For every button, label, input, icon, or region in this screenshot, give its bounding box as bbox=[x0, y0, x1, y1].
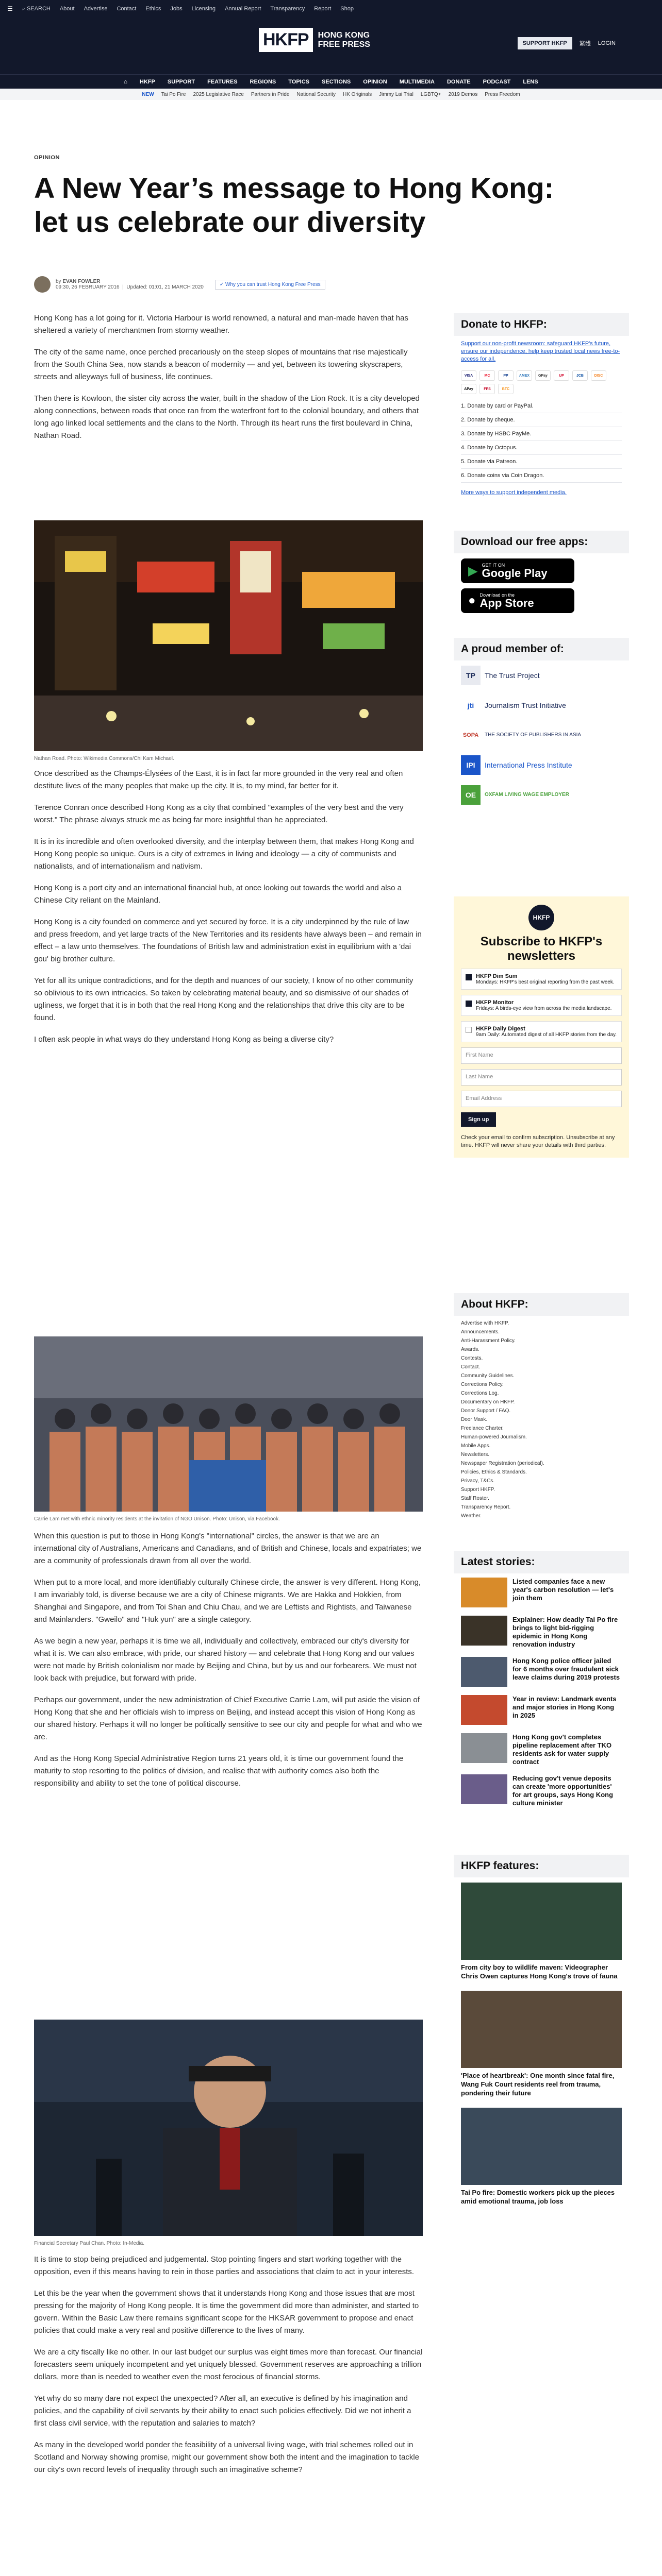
top-link-about[interactable]: About bbox=[59, 6, 75, 12]
about-link[interactable]: Announcements. bbox=[461, 1329, 500, 1335]
google-pay-icon: GPay bbox=[535, 370, 551, 381]
apps-widget bbox=[454, 531, 629, 618]
google-play-icon: ▶ bbox=[468, 564, 478, 578]
top-link-annual-report[interactable]: Annual Report bbox=[225, 6, 261, 12]
latest-title: Latest stories: bbox=[454, 1551, 629, 1573]
newsletter-widget bbox=[454, 896, 629, 1158]
donate-option[interactable]: 1. Donate by card or PayPal. bbox=[461, 399, 622, 413]
trending-bar bbox=[0, 89, 662, 100]
donate-option[interactable]: 2. Donate by cheque. bbox=[461, 413, 622, 427]
paragraph: We are a city fiscally like no other. In our last budget our surplus was eight times more than forecast. Our financial forecasters seem uniquely incompetent and yet uniquely blessed. Government reserves are approaching a trillion dollars, more than is needed to weather even the most ferocious of financial storms. bbox=[34, 2348, 423, 2381]
section-kicker[interactable]: OPINION bbox=[34, 155, 60, 161]
top-utility-bar bbox=[0, 0, 662, 18]
newsletter-option[interactable]: HKFP Monitor Fridays: A birds-eye view from across the media landscape. bbox=[461, 995, 622, 1016]
nav-item-topics[interactable]: TOPICS bbox=[288, 78, 310, 85]
feature-image bbox=[461, 1883, 622, 1960]
about-link[interactable]: Documentary on HKFP. bbox=[461, 1399, 515, 1405]
updated-date: Updated: 01:01, 21 MARCH 2020 bbox=[126, 284, 204, 290]
caption: Financial Secretary Paul Chan. Photo: In-Media. bbox=[34, 2241, 144, 2246]
nav-item-sections[interactable]: SECTIONS bbox=[322, 78, 351, 85]
about-title: About HKFP: bbox=[454, 1293, 629, 1316]
article-body-part-2 bbox=[34, 768, 423, 1055]
top-link-shop[interactable]: Shop bbox=[340, 6, 354, 12]
story-thumbnail bbox=[461, 1774, 507, 1804]
nav-item-opinion[interactable]: OPINION bbox=[363, 78, 387, 85]
about-link[interactable]: Advertise with HKFP. bbox=[461, 1320, 509, 1326]
about-link[interactable]: Donor Support / FAQ. bbox=[461, 1408, 511, 1414]
new-label: NEW bbox=[142, 91, 154, 97]
apple-pay-icon: APay bbox=[461, 384, 476, 394]
story-thumbnail bbox=[461, 1578, 507, 1607]
publish-date: 09:30, 26 FEBRUARY 2016 bbox=[56, 284, 120, 290]
about-link[interactable]: Policies, Ethics & Standards. bbox=[461, 1469, 527, 1475]
donate-option[interactable]: 6. Donate coins via Coin Dragon. bbox=[461, 469, 622, 483]
about-link[interactable]: Community Guidelines. bbox=[461, 1373, 515, 1379]
article-headline: A New Year’s message to Hong Kong: let us celebrate our diversity bbox=[34, 172, 554, 238]
trust-link[interactable]: ✓ Why you can trust Hong Kong Free Press bbox=[215, 280, 325, 290]
latest-story[interactable]: Listed companies face a new year's carbon resolution — let's join them bbox=[454, 1573, 629, 1612]
story-thumbnail bbox=[461, 1733, 507, 1763]
nav-item-multimedia[interactable]: MULTIMEDIA bbox=[399, 78, 435, 85]
jti-logo: jti bbox=[467, 701, 474, 709]
group-photo[interactable] bbox=[34, 1336, 423, 1512]
figure-carrie-lam bbox=[34, 1336, 423, 1522]
paragraph: Yet why do so many dare not expect the unexpected? After all, an executive is defined by his imagination and policies, and the capability of civil servants by their ability to enact such policies effectively. Did we not inherit a first class civil service, with the reputation and salaries to match? bbox=[34, 2394, 411, 2428]
about-link[interactable]: Staff Roster. bbox=[461, 1496, 489, 1501]
latest-story[interactable]: Explainer: How deadly Tai Po fire brings to light bid-rigging epidemic in Hong Kong renovation industry bbox=[454, 1612, 629, 1653]
nav-item-support[interactable]: SUPPORT bbox=[167, 78, 195, 85]
about-link[interactable]: Corrections Log. bbox=[461, 1391, 499, 1396]
paragraph: Perhaps our government, under the new administration of Chief Executive Carrie Lam, will put aside the vision of Hong Kong that she and her officials wish to impress on Beijing, and instead accept this vision of Hong Kong as our shared history. Perhaps it will no longer be politically sensitive to see our city and people for what and who we are. bbox=[34, 1696, 422, 1741]
feature-story[interactable]: From city boy to wildlife maven: Videographer Chris Owen captures Hong Kong's trove of fauna bbox=[454, 1877, 629, 1986]
trending-link[interactable]: Press Freedom bbox=[485, 91, 520, 97]
features-widget bbox=[454, 1855, 629, 2211]
top-link-advertise[interactable]: Advertise bbox=[84, 6, 108, 12]
visa-icon: VISA bbox=[461, 370, 476, 381]
newsletter-option[interactable]: HKFP Daily Digest 9am Daily: Automated digest of all HKFP stories from the day. bbox=[461, 1021, 622, 1042]
figure-paul-chan bbox=[34, 2020, 423, 2246]
feature-story[interactable]: 'Place of heartbreak': One month since fatal fire, Wang Fuk Court residents reel from trauma, pondering their future bbox=[454, 1986, 629, 2103]
top-link-report[interactable]: Report bbox=[314, 6, 332, 12]
feature-image bbox=[461, 1991, 622, 2068]
main-nav bbox=[0, 74, 662, 89]
about-link[interactable]: Support HKFP. bbox=[461, 1487, 495, 1493]
paragraph: As we begin a new year, perhaps it is time we all, individually and collectively, embraced our city's diversity for what it is. We can also embrace, with pride, our shared history — and celebrate that Hong Kong and our values were not made by British colonialism nor made by Beijing and China, but by us and our forbearers. We must not look back with prejudice, but forward with pride. bbox=[34, 1637, 417, 1683]
jcb-icon: JCB bbox=[572, 370, 588, 381]
checkbox[interactable] bbox=[466, 974, 472, 980]
paragraph: Once described as the Champs-Élysées of the East, it is in fact far more grounded in the very real and often destitute lives of the many peoples that make up the city. It is, to my mind, far better for it. bbox=[34, 769, 403, 790]
about-link[interactable]: Corrections Policy. bbox=[461, 1382, 504, 1387]
google-play-button[interactable]: ▶ GET IT ON Google Play bbox=[461, 558, 574, 583]
feature-image bbox=[461, 2108, 622, 2185]
about-link[interactable]: Mobile Apps. bbox=[461, 1443, 491, 1449]
support-hkfp-button[interactable]: SUPPORT HKFP bbox=[518, 37, 572, 49]
login-link[interactable]: LOGIN bbox=[598, 40, 616, 46]
donate-intro-link[interactable]: Support our non-profit newsroom: safeguard HKFP's future, ensure our independence, help keep trusted local news free-to-access for all. bbox=[461, 341, 620, 362]
top-link-jobs[interactable]: Jobs bbox=[170, 6, 183, 12]
paragraph: Then there is Kowloon, the sister city across the water, built in the shadow of the Lion Rock. It is a city developed along connections, between roads that once ran from the waterfront fort to the colonial boundary, and others that long ago linked local settlements and the clans to the North. Through its heart runs the first boulevard in China, Nathan Road. bbox=[34, 394, 420, 440]
caption: Nathan Road. Photo: Wikimedia Commons/Chi Kam Michael. bbox=[34, 756, 174, 761]
story-thumbnail bbox=[461, 1695, 507, 1725]
donate-option[interactable]: 3. Donate by HSBC PayMe. bbox=[461, 427, 622, 441]
unionpay-icon: UP bbox=[554, 370, 569, 381]
paragraph: And as the Hong Kong Special Administrative Region turns 21 years old, it is time our government found the maturity to stop resorting to the politics of division, and realise that with authority comes also both the responsibility and ability to set the tone of political discourse. bbox=[34, 1754, 404, 1788]
paragraph: Hong Kong has a lot going for it. Victoria Harbour is world renowned, a natural and man-made haven that has sheltered a variety of merchantmen from stormy weather. bbox=[34, 314, 408, 335]
paragraph: As many in the developed world ponder the feasibility of a universal living wage, with trial schemes rolled out in Scotland and Norway showing promise, might our government show both the intent and the imagination to tackle our city's own record levels of inequality through such an imaginative scheme? bbox=[34, 2441, 420, 2474]
byline: by EVAN FOWLER 09:30, 26 FEBRUARY 2016 | Updated: 01:01, 21 MARCH 2020 ✓ Why you can trust Hong Kong Free Press bbox=[34, 276, 325, 293]
nav-home-icon[interactable]: ⌂ bbox=[124, 78, 127, 85]
about-link[interactable]: Human-powered Journalism. bbox=[461, 1434, 527, 1440]
author-link[interactable]: EVAN FOWLER bbox=[62, 279, 101, 284]
paragraph: It is time to stop being prejudiced and judgemental. Stop pointing fingers and start working together with the opposition, even if this means having to rein in those parties and associations that claim to act in your interests. bbox=[34, 2255, 415, 2276]
paragraph: Hong Kong is a port city and an international financial hub, at once looking out towards the world and also a Chinese City reliant on the Mainland. bbox=[34, 884, 402, 905]
member-sopa[interactable]: SOPA THE SOCIETY OF PUBLISHERS IN ASIA bbox=[454, 720, 629, 750]
paul-chan-photo[interactable] bbox=[34, 2020, 423, 2236]
nathan-road-photo[interactable] bbox=[34, 520, 423, 751]
last-name-input[interactable]: Last Name bbox=[461, 1069, 622, 1086]
trending-link[interactable]: Tai Po Fire bbox=[161, 91, 186, 97]
about-link[interactable]: Weather. bbox=[461, 1513, 482, 1519]
nav-item-features[interactable]: FEATURES bbox=[207, 78, 238, 85]
search-icon: ⌕ bbox=[22, 5, 27, 12]
email-input[interactable]: Email Address bbox=[461, 1091, 622, 1107]
donate-option[interactable]: 4. Donate by Octopus. bbox=[461, 441, 622, 455]
trending-link[interactable]: LGBTQ+ bbox=[420, 91, 441, 97]
oxfam-logo: OE bbox=[461, 785, 481, 805]
hkfp-badge: HKFP bbox=[528, 905, 554, 930]
language-link[interactable]: 繁體 bbox=[579, 41, 591, 47]
donate-options bbox=[454, 397, 629, 485]
about-link[interactable]: Transparency Report. bbox=[461, 1504, 511, 1510]
paragraph: I often ask people in what ways do they understand Hong Kong as being a diverse city? bbox=[34, 1035, 334, 1044]
apple-icon: ● bbox=[468, 594, 476, 607]
article-body-part-1 bbox=[34, 312, 423, 451]
bitcoin-icon: BTC bbox=[498, 384, 514, 394]
latest-story[interactable]: Reducing gov't venue deposits can create 'more opportunities' for art groups, says Hong Kong culture minister bbox=[454, 1770, 629, 1811]
trending-link[interactable]: Jimmy Lai Trial bbox=[379, 91, 413, 97]
member-trust-project[interactable]: TP The Trust Project bbox=[454, 660, 629, 690]
about-link[interactable]: Anti-Harassment Policy. bbox=[461, 1338, 516, 1344]
first-name-input[interactable]: First Name bbox=[461, 1047, 622, 1064]
more-ways-link[interactable]: More ways to support independent media. bbox=[461, 489, 567, 496]
apps-title: Download our free apps: bbox=[454, 531, 629, 553]
sopa-logo: SOPA bbox=[462, 732, 479, 738]
payment-methods bbox=[454, 367, 629, 397]
top-link-licensing[interactable]: Licensing bbox=[191, 6, 216, 12]
caption: Carrie Lam met with ethnic minority residents at the invitation of NGO Unison. Photo: Unison, via Facebook. bbox=[34, 1516, 280, 1522]
nav-item-regions[interactable]: REGIONS bbox=[250, 78, 276, 85]
article-body-part-4 bbox=[34, 2253, 423, 2485]
member-title: A proud member of: bbox=[454, 638, 629, 660]
donate-widget bbox=[454, 313, 629, 501]
about-widget bbox=[454, 1293, 629, 1523]
nav-item-podcast[interactable]: PODCAST bbox=[483, 78, 511, 85]
about-link[interactable]: Door Mask. bbox=[461, 1417, 488, 1422]
newsletter-note: Check your email to confirm subscription. Unsubscribe at any time. HKFP will never share your details with third parties. bbox=[461, 1134, 615, 1148]
paragraph: Terence Conran once described Hong Kong as a city that combined "examples of the very best and the very worst." The phrase always struck me as being far more insightful than he appreciated. bbox=[34, 803, 404, 824]
about-link[interactable]: Privacy, T&Cs. bbox=[461, 1478, 495, 1484]
story-thumbnail bbox=[461, 1657, 507, 1687]
about-link[interactable]: Awards. bbox=[461, 1347, 479, 1352]
latest-story[interactable]: Hong Kong gov't completes pipeline replacement after TKO residents ask for water supply contract bbox=[454, 1729, 629, 1770]
newsletter-title: Subscribe to HKFP's newsletters bbox=[480, 935, 603, 963]
about-link[interactable]: Contact. bbox=[461, 1364, 481, 1370]
member-widget bbox=[454, 638, 629, 810]
paragraph: When put to a more local, and more identifiably culturally Chinese circle, the answer is very different. Hong Kong, I am invariably told, is diverse because we are a city of Chinese migrants. We are Hakka and Hokkien, from Shanghai and Singapore, and from Toi Shan and Chiu Chau, and we are Leftists and Rightists, and Taiwanese and Mainlanders. "Gweilo" and "Huk yun" are a single category. bbox=[34, 1578, 421, 1624]
paragraph: Hong Kong is a city founded on commerce and yet secured by force. It is a city underpinned by the rule of law and press freedom, and yet large tracts of the New Territories and its residents have always been – and remain in effect – a law unto themselves. The foundations of British law and administration exist in equilibrium with a 'dai gou' big brother culture. bbox=[34, 918, 422, 963]
checkbox[interactable] bbox=[466, 1001, 472, 1007]
trust-project-logo: TP bbox=[461, 666, 481, 685]
author-avatar bbox=[34, 276, 51, 293]
member-ipi[interactable]: IPI International Press Institute bbox=[454, 750, 629, 780]
trust-icon: ✓ bbox=[219, 281, 226, 287]
top-link-transparency[interactable]: Transparency bbox=[270, 6, 305, 12]
paragraph: It is in its incredible and often overlooked diversity, and the interplay between them, that makes Hong Kong and Hong Kong people so unique. Ours is a city of extremes in living and ideology — a city of communists and nationalists, and of internationalism and nativism. bbox=[34, 837, 414, 871]
top-link-ethics[interactable]: Ethics bbox=[145, 6, 161, 12]
trending-link[interactable]: HK Originals bbox=[342, 91, 372, 97]
paragraph: When this question is put to those in Hong Kong's "international" circles, the answer is that we are an international city of Australians, Americans and Canadians, and of British and Chinese, locals and expatriates; we are a community of professionals drawn from all over the world. bbox=[34, 1532, 422, 1565]
paragraph: The city of the same name, once perched precariously on the steep slopes of mountains that rise majestically from the South China Sea, now stands a beacon of modernity — and yet, between its towering skyscrapers, streets and alleyways full of business, life continues. bbox=[34, 348, 408, 381]
fps-icon: FPS bbox=[479, 384, 495, 394]
donate-option[interactable]: 5. Donate via Patreon. bbox=[461, 455, 622, 469]
top-link-contact[interactable]: Contact bbox=[117, 6, 137, 12]
signup-button[interactable]: Sign up bbox=[461, 1112, 496, 1127]
figure-nathan-road bbox=[34, 520, 423, 761]
ipi-logo: IPI bbox=[461, 755, 481, 775]
nav-item-donate[interactable]: DONATE bbox=[446, 78, 471, 85]
site-logo[interactable]: HKFP HONG KONG FREE PRESS bbox=[259, 28, 370, 52]
paragraph: Let this be the year when the government shows that it understands Hong Kong and those issues that are most pressing for the majority of Hong Kong people. It is time the government did more than administer, and started to govern. Within the Basic Law there remains significant scope for the HKSAR government to propose and enact policies that could make a very real and positive difference to the lives of many. bbox=[34, 2289, 419, 2335]
newsletter-option[interactable]: HKFP Dim Sum Mondays: HKFP's best original reporting from the past week. bbox=[461, 969, 622, 990]
discover-icon: DISC bbox=[591, 370, 606, 381]
feature-story[interactable]: Tai Po fire: Domestic workers pick up the pieces amid emotional trauma, job loss bbox=[454, 2103, 629, 2211]
trending-link[interactable]: National Security bbox=[296, 91, 336, 97]
trending-link[interactable]: 2019 Demos bbox=[448, 91, 478, 97]
search-link[interactable]: ⌕ SEARCH bbox=[22, 5, 51, 12]
masthead bbox=[0, 18, 662, 74]
checkbox[interactable] bbox=[466, 1027, 472, 1033]
paypal-icon: PP bbox=[498, 370, 514, 381]
member-jti[interactable]: jti Journalism Trust Initiative bbox=[454, 690, 629, 720]
nav-item-about[interactable]: HKFP bbox=[139, 78, 155, 85]
about-link[interactable]: Newsletters. bbox=[461, 1452, 490, 1458]
about-link[interactable]: Contests. bbox=[461, 1355, 483, 1361]
latest-story[interactable]: Hong Kong police officer jailed for 6 months over fraudulent sick leave claims during 2019 protests bbox=[454, 1653, 629, 1691]
mastercard-icon: MC bbox=[479, 370, 495, 381]
about-link[interactable]: Newspaper Registration (periodical). bbox=[461, 1461, 544, 1466]
about-link[interactable]: Freelance Charter. bbox=[461, 1426, 504, 1431]
amex-icon: AMEX bbox=[517, 370, 532, 381]
app-store-button[interactable]: ● Download on the App Store bbox=[461, 588, 574, 613]
paragraph: Yet for all its unique contradictions, and for the depth and nuances of our society, I know of no other community so oblivious to its own intricacies. So taken by celebrating material beauty, and so dismissive of our shades of ugliness, we forget that it is in both that the real Hong Kong and the relationships that drive this city are to be found. bbox=[34, 976, 413, 1022]
about-links bbox=[454, 1316, 629, 1523]
nav-item-lens[interactable]: LENS bbox=[523, 78, 538, 85]
article-body-part-3 bbox=[34, 1530, 423, 1799]
story-thumbnail bbox=[461, 1616, 507, 1646]
member-oxfam[interactable]: OE OXFAM LIVING WAGE EMPLOYER bbox=[454, 780, 629, 810]
latest-widget bbox=[454, 1551, 629, 1811]
donate-title: Donate to HKFP: bbox=[454, 313, 629, 336]
features-title: HKFP features: bbox=[454, 1855, 629, 1877]
latest-story[interactable]: Year in review: Landmark events and major stories in Hong Kong in 2025 bbox=[454, 1691, 629, 1729]
trending-link[interactable]: 2025 Legislative Race bbox=[193, 91, 244, 97]
trending-link[interactable]: Partners in Pride bbox=[251, 91, 290, 97]
menu-icon[interactable]: ☰ bbox=[7, 5, 13, 12]
article-header bbox=[34, 155, 554, 239]
